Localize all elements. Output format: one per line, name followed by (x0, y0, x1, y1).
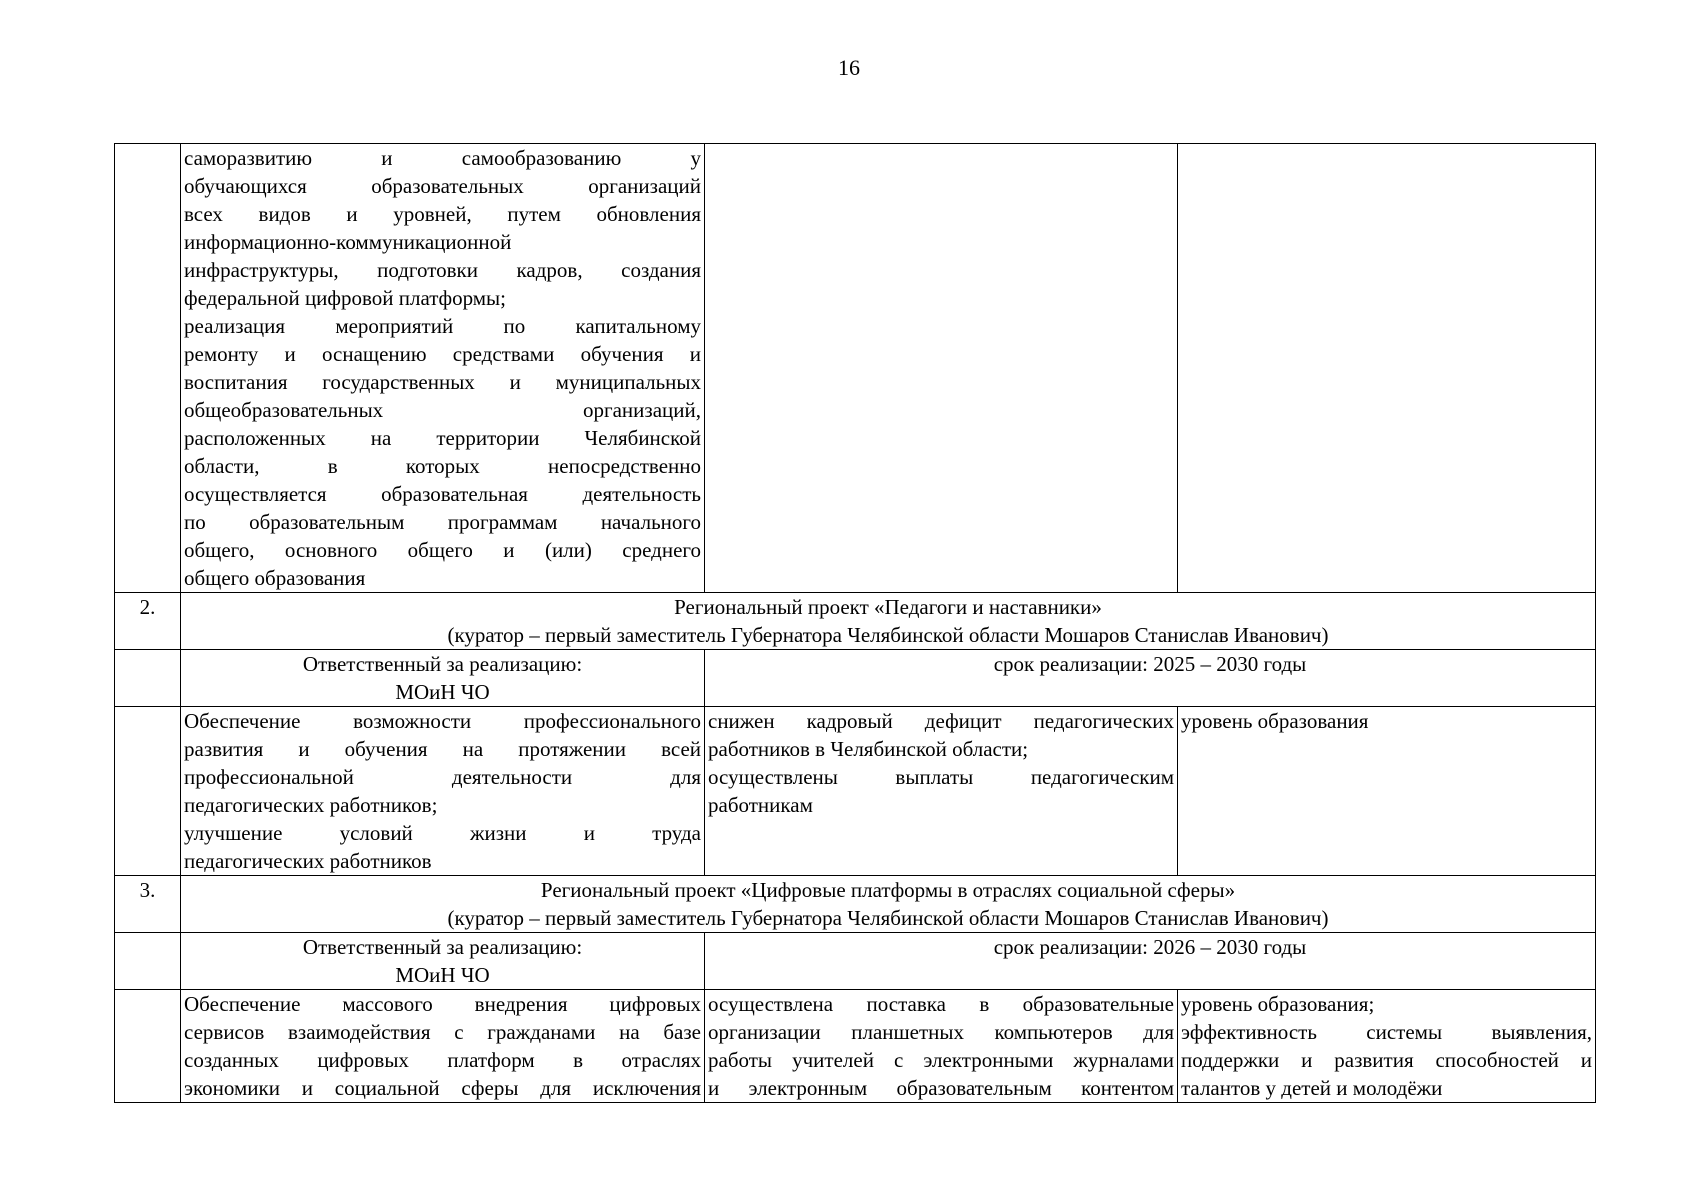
indicator-cell (1178, 144, 1596, 593)
project-title-cell (181, 593, 1596, 650)
term-text: срок реализации: 2025 – 2030 годы (993, 652, 1307, 676)
text-line: общего образования (184, 566, 366, 590)
project-number: 3. (139, 878, 156, 902)
project-meta-row (115, 933, 1596, 990)
text-line: Обеспечение массового внедрения цифровых (184, 992, 701, 1016)
result-cell (705, 990, 1178, 1103)
text-line: и электронным образовательным контентом (708, 1076, 1174, 1100)
text-line: федеральной цифровой платформы; (184, 286, 506, 310)
text-line: работы учителей с электронными журналами (708, 1048, 1174, 1072)
text-line: ремонту и оснащению средствами обучения и (184, 342, 701, 366)
project-header-row (115, 876, 1596, 933)
row-number-cell (115, 707, 181, 876)
text-line: экономики и социальной сферы для исключения (184, 1076, 701, 1100)
term-text: срок реализации: 2026 – 2030 годы (993, 935, 1307, 959)
text-line: поддержки и развития способностей и (1181, 1048, 1592, 1072)
result-cell (705, 707, 1178, 876)
goal-cell (181, 144, 705, 593)
text-line: педагогических работников (184, 849, 432, 873)
project-content-row (115, 707, 1596, 876)
text-line: саморазвитию и самообразованию у (184, 146, 701, 170)
text-line: осуществлены выплаты педагогическим (708, 765, 1174, 789)
responsible-label: Ответственный за реализацию: (302, 652, 583, 676)
text-line: эффективность системы выявления, (1181, 1020, 1592, 1044)
result-cell (705, 144, 1178, 593)
project-content-row (115, 990, 1596, 1103)
text-line: профессиональной деятельности для (184, 765, 701, 789)
text-line: развития и обучения на протяжении всей (184, 737, 701, 761)
text-line: педагогических работников; (184, 793, 438, 817)
text-line: обучающихся образовательных организаций (184, 174, 701, 198)
text-line: работников в Челябинской области; (708, 737, 1029, 761)
text-line: области, в которых непосредственно (184, 454, 701, 478)
text-line: уровень образования; (1181, 992, 1375, 1016)
project-title: Региональный проект «Цифровые платформы в отраслях социальной сферы» (540, 878, 1236, 902)
text-line: общеобразовательных организаций, (184, 398, 701, 422)
text-line: Обеспечение возможности профессионального (184, 709, 701, 733)
row-number-cell (115, 593, 181, 650)
row-number-cell (115, 990, 181, 1103)
text-line: улучшение условий жизни и труда (184, 821, 701, 845)
term-cell (705, 933, 1596, 990)
responsible-value: МОиН ЧО (395, 963, 490, 987)
responsible-label: Ответственный за реализацию: (302, 935, 583, 959)
text-line: осуществлена поставка в образовательные (708, 992, 1174, 1016)
row-number-cell (115, 144, 181, 593)
text-line: талантов у детей и молодёжи (1181, 1076, 1443, 1100)
project-curator: (куратор – первый заместитель Губернатора Челябинской области Мошаров Станислав Иванович) (447, 906, 1329, 930)
text-line: всех видов и уровней, путем обновления (184, 202, 701, 226)
project-curator: (куратор – первый заместитель Губернатора Челябинской области Мошаров Станислав Иванович) (447, 623, 1329, 647)
text-line: организации планшетных компьютеров для (708, 1020, 1174, 1044)
text-line: созданных цифровых платформ в отраслях (184, 1048, 701, 1072)
text-line: уровень образования (1181, 709, 1369, 733)
text-line: инфраструктуры, подготовки кадров, создания (184, 258, 701, 282)
project-number: 2. (139, 595, 156, 619)
goal-cell (181, 990, 705, 1103)
text-line: по образовательным программам начального (184, 510, 701, 534)
text-line: информационно-коммуникационной (184, 230, 512, 254)
text-line: осуществляется образовательная деятельность (184, 482, 701, 506)
projects-table (114, 143, 1596, 1103)
text-line: воспитания государственных и муниципальных (184, 370, 701, 394)
continuation-row (115, 144, 1596, 593)
responsible-cell (181, 650, 705, 707)
text-line: расположенных на территории Челябинской (184, 426, 701, 450)
text-line: работникам (708, 793, 813, 817)
project-header-row (115, 593, 1596, 650)
row-number-cell (115, 876, 181, 933)
text-line: снижен кадровый дефицит педагогических (708, 709, 1174, 733)
responsible-value: МОиН ЧО (395, 680, 490, 704)
term-cell (705, 650, 1596, 707)
row-number-cell (115, 650, 181, 707)
responsible-cell (181, 933, 705, 990)
project-meta-row (115, 650, 1596, 707)
project-title: Региональный проект «Педагоги и наставники» (674, 595, 1102, 619)
goal-cell (181, 707, 705, 876)
text-line: сервисов взаимодействия с гражданами на базе (184, 1020, 701, 1044)
indicator-cell (1178, 707, 1596, 876)
text-line: реализация мероприятий по капитальному (184, 314, 701, 338)
page-number: 16 (838, 55, 860, 80)
indicator-cell (1178, 990, 1596, 1103)
row-number-cell (115, 933, 181, 990)
text-line: общего, основного общего и (или) среднего (184, 538, 701, 562)
project-title-cell (181, 876, 1596, 933)
